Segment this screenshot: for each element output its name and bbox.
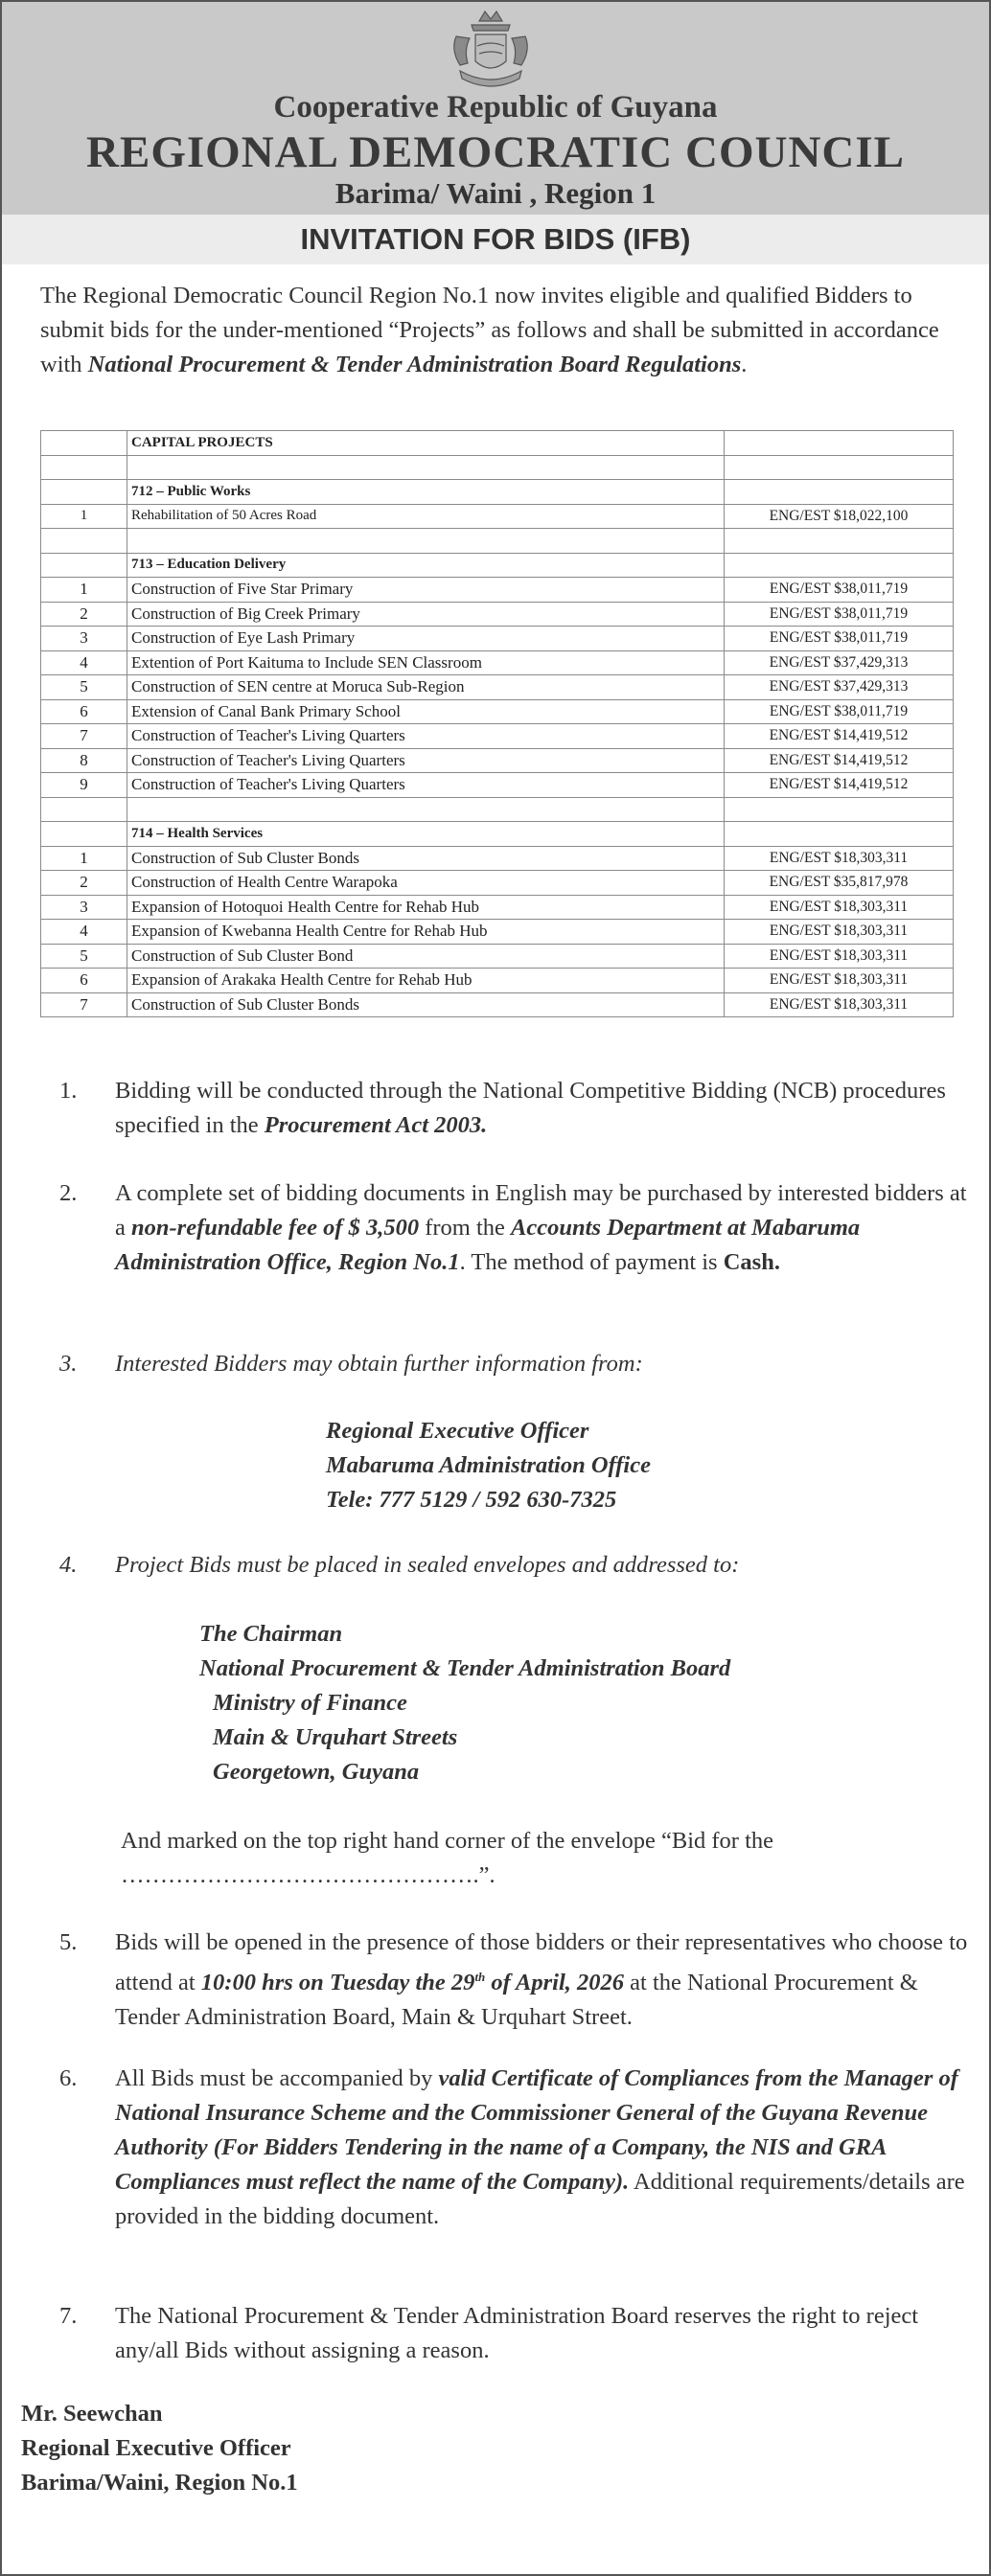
- opening-month: of April, 2026: [485, 1970, 625, 1996]
- row-number: 1: [41, 578, 127, 603]
- table-row: [41, 455, 954, 480]
- row-number: 4: [41, 920, 127, 945]
- item-5-text: Bids will be opened in the presence of those bidders or their representatives who choose to attend at: [115, 1929, 968, 1996]
- coat-of-arms-icon: [443, 8, 539, 92]
- region-name: Barima/ Waini , Region 1: [334, 176, 657, 210]
- row-number: 8: [41, 748, 127, 773]
- address-line: Ministry of Finance: [213, 1690, 407, 1716]
- item-text: The National Procurement & Tender Administration Board reserves the right to reject any/all Bids without assigning a reason.: [115, 2303, 919, 2363]
- council-name: REGIONAL DEMOCRATIC COUNCIL: [86, 127, 905, 177]
- chairman-address: [199, 1617, 730, 1790]
- row-number: 3: [41, 627, 127, 651]
- item-6-text: All Bids must be accompanied by: [115, 2065, 439, 2091]
- table-row: [41, 871, 954, 896]
- table-row: [41, 504, 954, 529]
- project-name: Construction of Sub Cluster Bonds: [127, 992, 725, 1017]
- item-3: [59, 1347, 970, 1385]
- address-line: Tele: 777 5129 / 592 630-7325: [326, 1487, 617, 1513]
- table-row: [41, 602, 954, 627]
- item-text: [115, 2062, 978, 2234]
- project-name: Construction of Eye Lash Primary: [127, 627, 725, 651]
- address-line: Mabaruma Administration Office: [326, 1452, 651, 1478]
- intro-paragraph: [40, 279, 960, 382]
- item-number: 7.: [59, 2303, 78, 2329]
- project-name: Construction of Sub Cluster Bond: [127, 944, 725, 969]
- item-text: [115, 1074, 978, 1143]
- table-heading: CAPITAL PROJECTS: [127, 431, 725, 456]
- row-number: 7: [41, 724, 127, 749]
- table-row: [41, 675, 954, 700]
- table-row: [41, 944, 954, 969]
- intro-text: The Regional Democratic Council Region No.1 now invites eligible and qualified Bidders to submit bids for the under-mentioned “Projects” as follows and shall be submitted in accordance with: [40, 283, 939, 377]
- table-row: [41, 846, 954, 871]
- item-2-payment: . The method of payment is: [459, 1249, 724, 1275]
- address-line: Georgetown, Guyana: [213, 1759, 420, 1785]
- table-row: [41, 480, 954, 505]
- opening-date: 10:00 hrs on Tuesday the 29: [200, 1970, 475, 1996]
- item-5-location: at the National Procurement & Tender Administration Board, Main & Urquhart Street.: [115, 1970, 918, 2031]
- ifb-band: [2, 215, 989, 264]
- contact-address: [326, 1414, 651, 1517]
- section-title: 712 – Public Works: [127, 480, 725, 505]
- item-5: [59, 1926, 970, 2029]
- table-row: [41, 920, 954, 945]
- project-estimate: ENG/EST $14,419,512: [725, 748, 954, 773]
- table-row: [41, 773, 954, 798]
- table-row: [41, 650, 954, 675]
- row-number: 1: [41, 846, 127, 871]
- project-estimate: ENG/EST $38,011,719: [725, 602, 954, 627]
- project-name: Construction of Teacher's Living Quarters: [127, 748, 725, 773]
- row-number: 6: [41, 969, 127, 993]
- project-estimate: ENG/EST $18,303,311: [725, 944, 954, 969]
- item-number: 6.: [59, 2065, 78, 2091]
- projects-table: [40, 430, 954, 1017]
- row-number: 7: [41, 992, 127, 1017]
- row-number: 3: [41, 895, 127, 920]
- table-row: [41, 992, 954, 1017]
- country-name: Cooperative Republic of Guyana: [273, 90, 718, 125]
- project-name: Construction of Big Creek Primary: [127, 602, 725, 627]
- item-text: Project Bids must be placed in sealed envelopes and addressed to:: [115, 1552, 740, 1578]
- item-4: [59, 1548, 970, 1586]
- table-row: [41, 822, 954, 847]
- row-number: 6: [41, 699, 127, 724]
- project-estimate: ENG/EST $18,303,311: [725, 920, 954, 945]
- project-name: Construction of Teacher's Living Quarters: [127, 724, 725, 749]
- project-name: Construction of Sub Cluster Bonds: [127, 846, 725, 871]
- project-name: Expansion of Kwebanna Health Centre for Rehab Hub: [127, 920, 725, 945]
- item-1: [59, 1074, 970, 1143]
- date-suffix: th: [474, 1970, 486, 1984]
- section-title: 713 – Education Delivery: [127, 553, 725, 578]
- item-number: 5.: [59, 1929, 78, 1955]
- row-number: 9: [41, 773, 127, 798]
- project-name: Extension of Canal Bank Primary School: [127, 699, 725, 724]
- project-estimate: ENG/EST $14,419,512: [725, 773, 954, 798]
- item-text: [115, 1176, 978, 1280]
- item-2-text: A complete set of bidding documents in English may be purchased by interested bidders at a: [115, 1180, 967, 1241]
- signature-block: [21, 2397, 298, 2500]
- item-2-from: from the: [419, 1215, 512, 1241]
- project-estimate: ENG/EST $38,011,719: [725, 699, 954, 724]
- row-number: 5: [41, 944, 127, 969]
- table-row: [41, 529, 954, 554]
- signatory-region: Barima/Waini, Region No.1: [21, 2470, 298, 2496]
- project-estimate: ENG/EST $18,303,311: [725, 846, 954, 871]
- table-row: [41, 797, 954, 822]
- table-row: [41, 895, 954, 920]
- project-estimate: ENG/EST $18,303,311: [725, 969, 954, 993]
- accounts-department: Accounts Department at Mabaruma Administration Office, Region No.1: [115, 1215, 861, 1275]
- signatory-title: Regional Executive Officer: [21, 2435, 291, 2461]
- item-6: [59, 2062, 970, 2268]
- item-text: [115, 1926, 978, 2035]
- item-2: [59, 1176, 970, 1314]
- project-estimate: ENG/EST $37,429,313: [725, 675, 954, 700]
- project-estimate: ENG/EST $18,022,100: [725, 504, 954, 529]
- item-7: [59, 2299, 970, 2368]
- item-number: 2.: [59, 1180, 78, 1206]
- table-row: [41, 578, 954, 603]
- procurement-act: Procurement Act 2003.: [264, 1112, 488, 1138]
- project-estimate: ENG/EST $38,011,719: [725, 578, 954, 603]
- section-title: 714 – Health Services: [127, 822, 725, 847]
- row-number: 1: [41, 504, 127, 529]
- project-estimate: ENG/EST $35,817,978: [725, 871, 954, 896]
- project-name: Construction of Health Centre Warapoka: [127, 871, 725, 896]
- project-estimate: ENG/EST $37,429,313: [725, 650, 954, 675]
- fee-amount: non-refundable fee of $ 3,500: [131, 1215, 420, 1241]
- item-number: 3.: [59, 1351, 78, 1377]
- item-1-text: Bidding will be conducted through the National Competitive Bidding (NCB) procedures specified in the: [115, 1078, 946, 1138]
- table-row: [41, 553, 954, 578]
- table-row: [41, 969, 954, 993]
- address-line: The Chairman: [199, 1621, 343, 1647]
- address-line: Main & Urquhart Streets: [213, 1724, 458, 1750]
- table-row: [41, 431, 954, 456]
- project-name: Construction of Five Star Primary: [127, 578, 725, 603]
- table-row: [41, 724, 954, 749]
- intro-regulations: National Procurement & Tender Administration Board Regulations: [87, 352, 742, 377]
- payment-method: Cash.: [723, 1249, 780, 1275]
- project-name: Expansion of Arakaka Health Centre for Rehab Hub: [127, 969, 725, 993]
- intro-end: .: [741, 352, 748, 377]
- row-number: 2: [41, 602, 127, 627]
- project-name: Extention of Port Kaituma to Include SEN Classroom: [127, 650, 725, 675]
- row-number: 2: [41, 871, 127, 896]
- project-estimate: ENG/EST $18,303,311: [725, 992, 954, 1017]
- project-name: Construction of SEN centre at Moruca Sub-Region: [127, 675, 725, 700]
- table-row: [41, 627, 954, 651]
- project-estimate: ENG/EST $14,419,512: [725, 724, 954, 749]
- envelope-marking: And marked on the top right hand corner of the envelope “Bid for the ……………………………………….”.: [121, 1828, 774, 1888]
- project-estimate: ENG/EST $18,303,311: [725, 895, 954, 920]
- signatory-name: Mr. Seewchan: [21, 2401, 163, 2427]
- project-name: Expansion of Hotoquoi Health Centre for Rehab Hub: [127, 895, 725, 920]
- item-text: Interested Bidders may obtain further information from:: [115, 1351, 643, 1377]
- table-row: [41, 748, 954, 773]
- compliance-requirements: valid Certificate of Compliances from the Manager of National Insurance Scheme and the Commissioner General of the Guyana Revenue Authority (For Bidders Tendering in the name of a Company, the NIS and GRA Compliances must reflect the name of the Company).: [115, 2065, 958, 2195]
- project-name: Rehabilitation of 50 Acres Road: [127, 504, 725, 529]
- row-number: 4: [41, 650, 127, 675]
- row-number: 5: [41, 675, 127, 700]
- project-name: Construction of Teacher's Living Quarters: [127, 773, 725, 798]
- table-row: [41, 699, 954, 724]
- project-estimate: ENG/EST $38,011,719: [725, 627, 954, 651]
- address-line: Regional Executive Officer: [326, 1418, 589, 1444]
- header-banner: [2, 2, 989, 215]
- item-6-additional: Additional requirements/details are provided in the bidding document.: [115, 2169, 965, 2229]
- item-number: 1.: [59, 1078, 78, 1104]
- item-number: 4.: [59, 1552, 78, 1578]
- address-line: National Procurement & Tender Administration Board: [199, 1655, 731, 1681]
- ifb-title: INVITATION FOR BIDS (IFB): [300, 222, 691, 256]
